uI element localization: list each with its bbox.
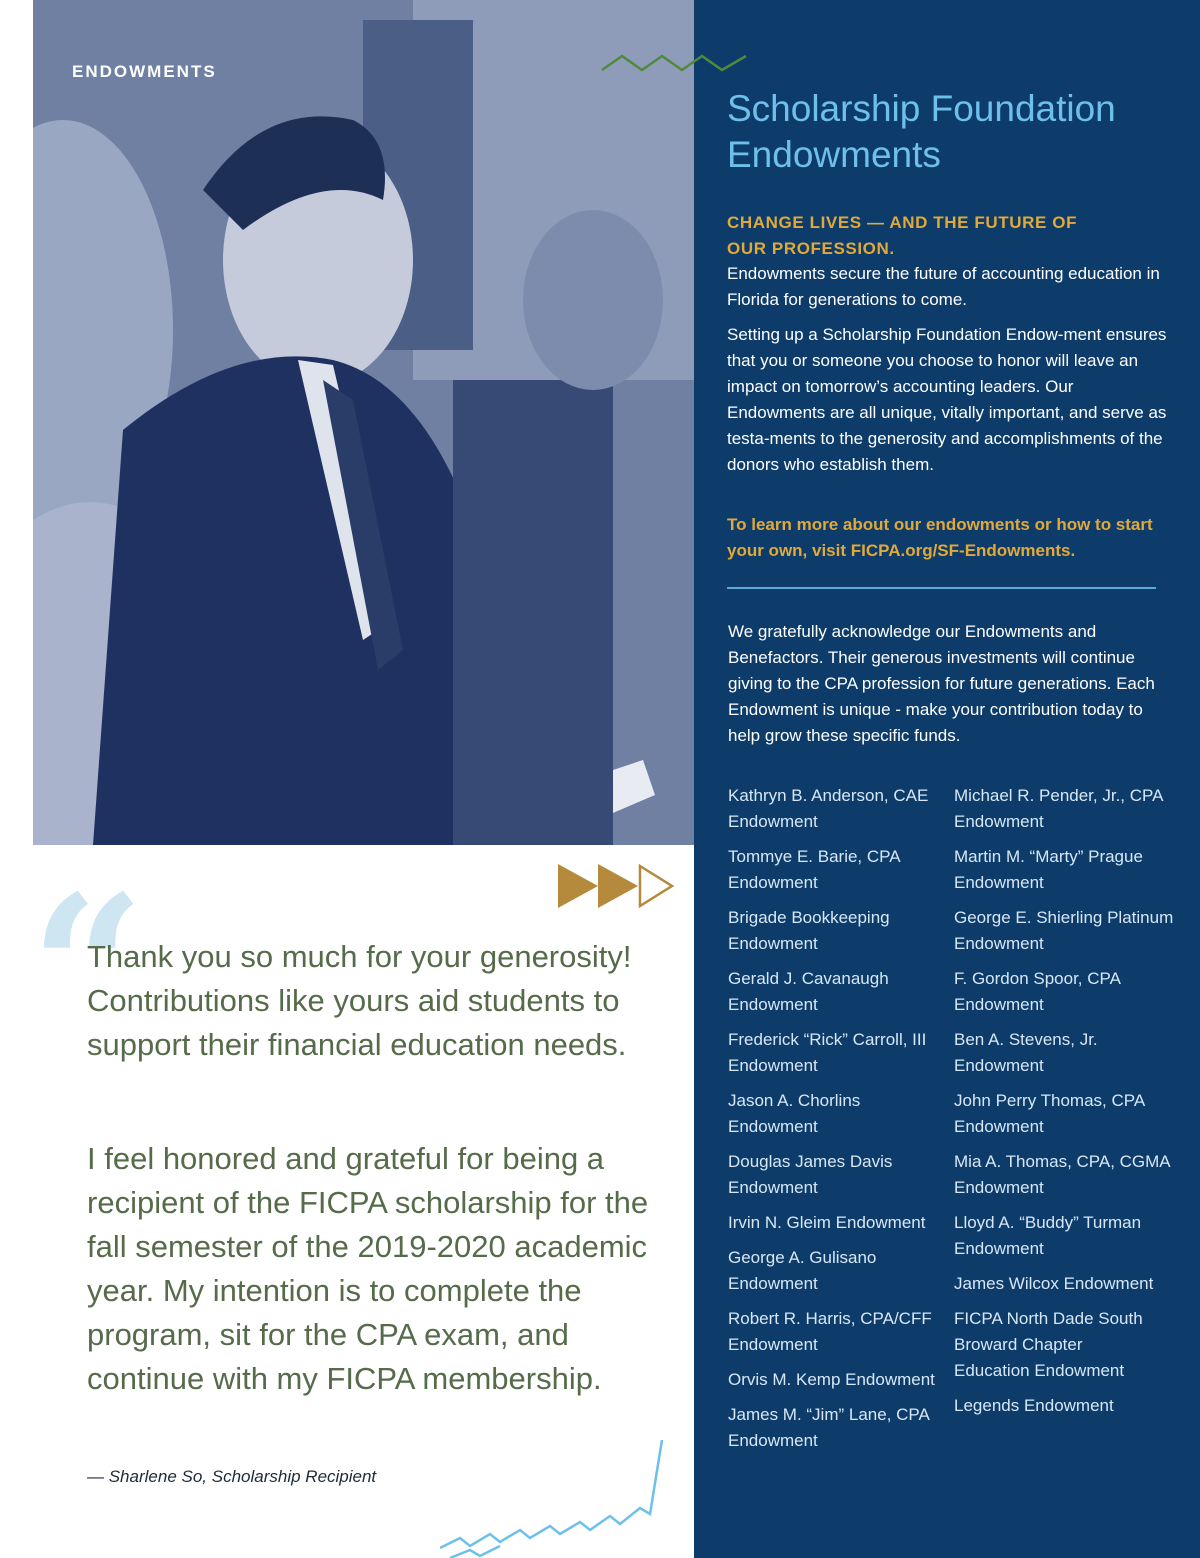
list-item: Kathryn B. Anderson, CAE Endowment: [728, 786, 929, 831]
endowment-list-left: [728, 783, 948, 1463]
kicker-line-1: CHANGE LIVES — AND THE FUTURE OF: [727, 213, 1078, 232]
list-item: Jason A. Chorlins Endowment: [728, 1091, 861, 1136]
title-line-1: Scholarship Foundation: [727, 88, 1116, 129]
section-label: ENDOWMENTS: [72, 62, 217, 81]
intro-text: Endowments secure the future of accounting education in Florida for generations to come.: [727, 264, 1160, 309]
list-item: Irvin N. Gleim Endowment: [728, 1213, 926, 1232]
kicker-line-2: OUR PROFESSION.: [727, 239, 895, 258]
list-item: F. Gordon Spoor, CPA Endowment: [954, 969, 1120, 1014]
list-item: James M. “Jim” Lane, CPA Endowment: [728, 1405, 929, 1450]
list-item: Mia A. Thomas, CPA, CGMA Endowment: [954, 1152, 1170, 1197]
list-item: George A. Gulisano Endowment: [728, 1248, 877, 1293]
hero-photo: [33, 0, 694, 845]
list-item: Gerald J. Cavanaugh Endowment: [728, 969, 889, 1014]
quote-attribution: — Sharlene So, Scholarship Recipient: [87, 1467, 377, 1486]
triple-arrow-icon: [556, 862, 676, 912]
title-line-2: Endowments: [727, 134, 941, 175]
list-item: Lloyd A. “Buddy” Turman Endowment: [954, 1213, 1142, 1258]
list-item: Robert R. Harris, CPA/CFF Endowment: [728, 1309, 932, 1354]
list-item: James Wilcox Endowment: [954, 1274, 1154, 1293]
endowment-paragraph: Setting up a Scholarship Foundation Endow-ment ensures that you or someone you choose to honor will leave an impact on tomorrow’s accounting leaders. Our Endowments are all unique, vitally important, and serve as testa-ments to the generosity and accomplishments of the donors who establish them.: [727, 325, 1167, 474]
page-title: [727, 86, 1187, 178]
student-photo-illustration: [33, 0, 694, 845]
learn-more-cta: To learn more about our endowments or how to start your own, visit FICPA.org/SF-Endowments.: [727, 515, 1153, 560]
acknowledgement-text: We gratefully acknowledge our Endowments and Benefactors. Their generous investments will continue giving to the CPA profession for future generations. Each Endowment is unique - make your contribution today to help grow these specific funds.: [728, 622, 1155, 745]
stacked-zigzag-icon: [440, 1430, 670, 1558]
list-item: John Perry Thomas, CPA Endowment: [954, 1091, 1145, 1136]
list-item: Frederick “Rick” Carroll, III Endowment: [728, 1030, 927, 1075]
quote-mark-icon: “: [30, 852, 146, 1087]
list-item: George E. Shierling Platinum Endowment: [954, 908, 1174, 953]
zigzag-decoration-icon: [600, 50, 750, 76]
list-item: Orvis M. Kemp Endowment: [728, 1370, 935, 1389]
list-item: FICPA North Dade South Broward Chapter Education Endowment: [954, 1309, 1143, 1380]
quote-paragraph-2: I feel honored and grateful for being a recipient of the FICPA scholarship for the fall semester of the 2019-2020 academic year. My intention is to complete the program, sit for the CPA exam, and continue with my FICPA membership.: [87, 1141, 649, 1396]
endowment-list-right: [954, 783, 1174, 1428]
section-divider: [727, 587, 1156, 589]
list-item: Martin M. “Marty” Prague Endowment: [954, 847, 1143, 892]
list-item: Douglas James Davis Endowment: [728, 1152, 893, 1197]
kicker-heading: [727, 210, 1167, 262]
list-item: Ben A. Stevens, Jr. Endowment: [954, 1030, 1098, 1075]
list-item: Michael R. Pender, Jr., CPA Endowment: [954, 786, 1163, 831]
list-item: Brigade Bookkeeping Endowment: [728, 908, 890, 953]
list-item: Legends Endowment: [954, 1396, 1114, 1415]
list-item: Tommye E. Barie, CPA Endowment: [728, 847, 900, 892]
quote-paragraph-1: Thank you so much for your generosity! Contributions like yours aid students to support their financial education needs.: [87, 939, 632, 1062]
